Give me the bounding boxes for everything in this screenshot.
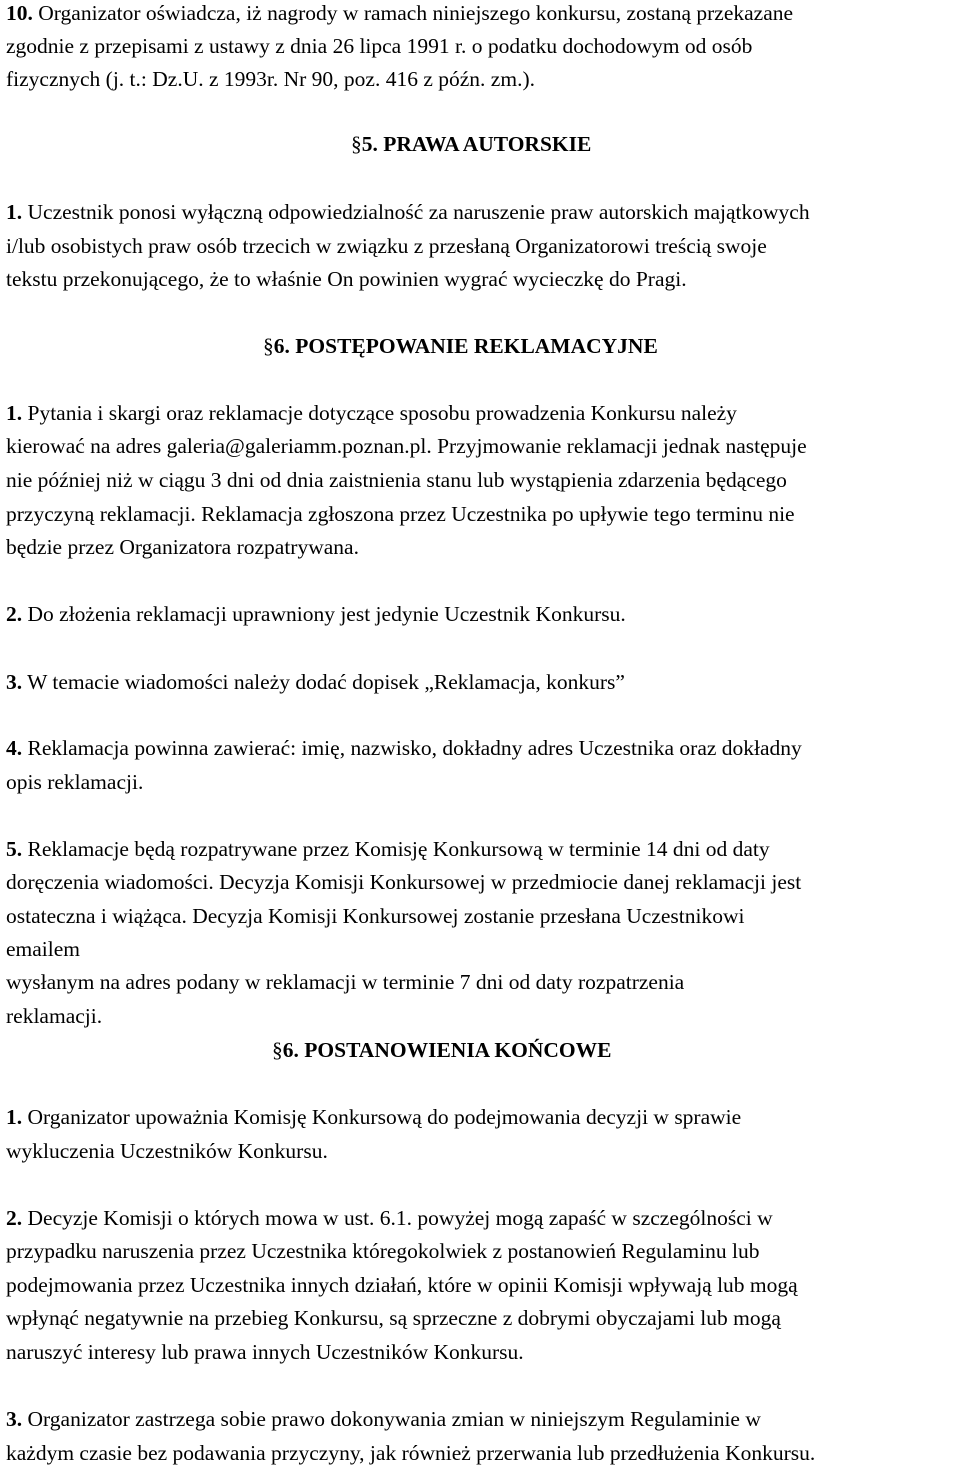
- s6-p1-line-3: nie później niż w ciągu 3 dni od dnia zaistnienia stanu lub wystąpienia zdarzenia będącego: [6, 468, 787, 492]
- s6-p1-line-4: przyczyną reklamacji. Reklamacja zgłoszona przez Uczestnika po upływie tego terminu nie: [6, 502, 795, 526]
- s7-p1-line-2: wykluczenia Uczestników Konkursu.: [6, 1139, 328, 1163]
- s7-p3-line-2: każdym czasie bez podawania przyczyny, jak również przerwania lub przedłużenia Konkursu.: [6, 1441, 816, 1465]
- p10-number: 10.: [6, 1, 33, 25]
- s7-p3-line-1: 3. Organizator zastrzega sobie prawo dokonywania zmian w niniejszym Regulaminie w: [6, 1407, 761, 1431]
- s6-p4-line-2: opis reklamacji.: [6, 770, 144, 794]
- s7-p2-line-1: 2. Decyzje Komisji o których mowa w ust. 6.1. powyżej mogą zapaść w szczególności w: [6, 1206, 773, 1230]
- s5-p1-line-3: tekstu przekonującego, że to właśnie On powinien wygrać wycieczkę do Pragi.: [6, 267, 687, 291]
- s6-p5-line-3: ostateczna i wiążąca. Decyzja Komisji Konkursowej zostanie przesłana Uczestnikowi: [6, 904, 745, 928]
- s6-p5-line-5: wysłanym na adres podany w reklamacji w terminie 7 dni od daty rozpatrzenia: [6, 970, 685, 994]
- s6-p5-line-2: doręczenia wiadomości. Decyzja Komisji Konkursowej w przedmiocie danej reklamacji jest: [6, 870, 802, 894]
- s5-p1-line-1: 1. Uczestnik ponosi wyłączną odpowiedzialność za naruszenie praw autorskich majątkowych: [6, 200, 810, 224]
- s7-p1-line-1: 1. Organizator upoważnia Komisję Konkursową do podejmowania decyzji w sprawie: [6, 1105, 742, 1129]
- s7-p2-line-2: przypadku naruszenia przez Uczestnika któregokolwiek z postanowień Regulaminu lub: [6, 1239, 760, 1263]
- section-5-heading: §5. PRAWA AUTORSKIE: [351, 132, 592, 156]
- s6-p2-line-1: 2. Do złożenia reklamacji uprawniony jest jedynie Uczestnik Konkursu.: [6, 602, 626, 626]
- s7-p2-line-3: podejmowania przez Uczestnika innych działań, które w opinii Komisji wpływają lub mogą: [6, 1273, 798, 1297]
- p10-line-3: fizycznych (j. t.: Dz.U. z 1993r. Nr 90, poz. 416 z późn. zm.).: [6, 67, 535, 91]
- s6-p1-line-1: 1. Pytania i skargi oraz reklamacje dotyczące sposobu prowadzenia Konkursu należy: [6, 401, 737, 425]
- s6-p4-line-1: 4. Reklamacja powinna zawierać: imię, nazwisko, dokładny adres Uczestnika oraz dokładny: [6, 736, 802, 760]
- s6-p5-line-6: reklamacji.: [6, 1004, 103, 1028]
- s7-p2-line-5: naruszyć interesy lub prawa innych Uczestników Konkursu.: [6, 1340, 524, 1364]
- s5-p1-line-2: i/lub osobistych praw osób trzecich w związku z przesłaną Organizatorowi treścią swoje: [6, 234, 767, 258]
- s6-p1-line-5: będzie przez Organizatora rozpatrywana.: [6, 535, 359, 559]
- s7-p2-line-4: wpłynąć negatywnie na przebieg Konkursu, są sprzeczne z dobrymi obyczajami lub mogą: [6, 1306, 781, 1330]
- s6-p3-line-1: 3. W temacie wiadomości należy dodać dopisek „Reklamacja, konkurs”: [6, 670, 625, 694]
- s6-p1-line-2: kierować na adres galeria@galeriamm.poznan.pl. Przyjmowanie reklamacji jednak następuje: [6, 434, 807, 458]
- p10-line-2: zgodnie z przepisami z ustawy z dnia 26 lipca 1991 r. o podatku dochodowym od osób: [6, 34, 753, 58]
- s6-p5-line-1: 5. Reklamacje będą rozpatrywane przez Komisję Konkursową w terminie 14 dni od daty: [6, 837, 770, 861]
- p10-line-1: 10. Organizator oświadcza, iż nagrody w ramach niniejszego konkursu, zostaną przekazane: [6, 1, 794, 25]
- section-final-heading: §6. POSTANOWIENIA KOŃCOWE: [272, 1038, 612, 1062]
- s6-p5-line-4: emailem: [6, 937, 81, 961]
- section-6-heading: §6. POSTĘPOWANIE REKLAMACYJNE: [263, 334, 658, 358]
